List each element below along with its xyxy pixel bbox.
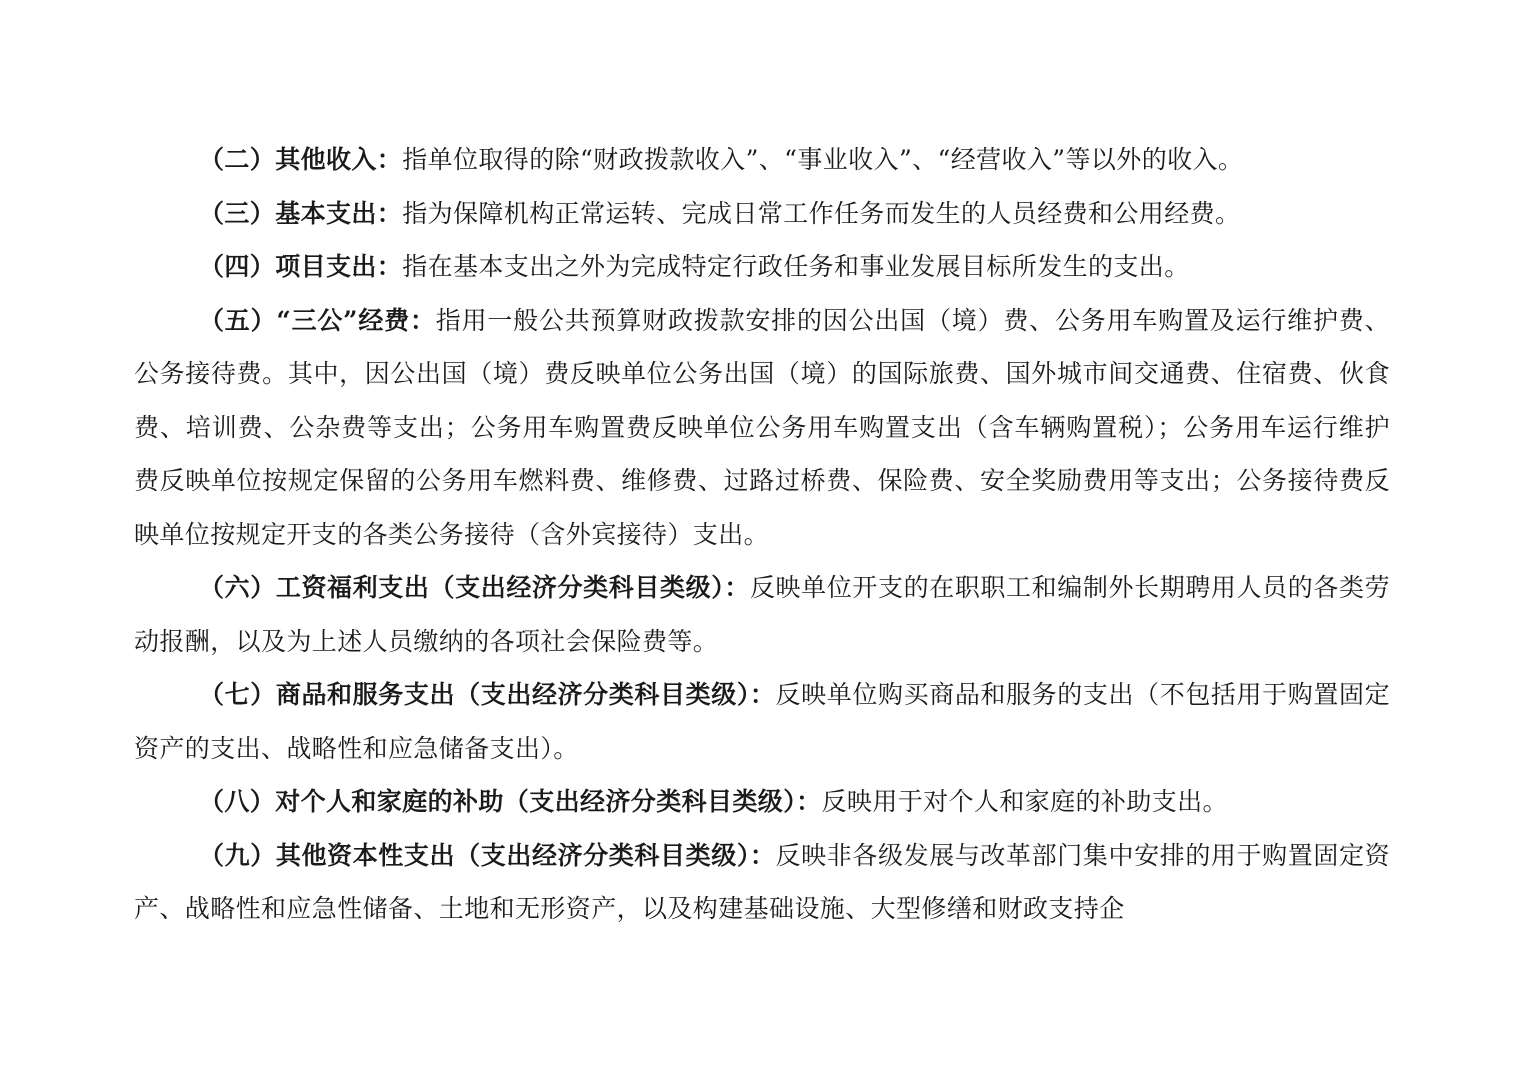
term-heading: （七）商品和服务支出（支出经济分类科目类级）：: [199, 680, 776, 709]
term-heading: （五）“三公”经费：: [199, 305, 436, 335]
term-definition: 指单位取得的除“财政拨款收入”、“事业收入”、“经营收入”等以外的收入。: [402, 145, 1244, 174]
paragraph-household-subsidy: [134, 775, 1390, 829]
term-heading: （四）项目支出：: [199, 252, 403, 281]
term-definition: 指用一般公共预算财政拨款安排的因公出国（境）费、公务用车购置及运行维护费、公务接待费。其中，因公出国（境）费反映单位公务出国（境）的国际旅费、国外城市间交通费、住宿费、伙食费、培训费、公杂费等支出；公务用车购置费反映单位公务用车购置支出（含车辆购置税）；公务用车运行维护费反映单位按规定保留的公务用车燃料费、维修费、过路过桥费、保险费、安全奖励费用等支出；公务接待费反映单位按规定开支的各类公务接待（含外宾接待）支出。: [134, 305, 1390, 549]
term-heading: （八）对个人和家庭的补助（支出经济分类科目类级）：: [199, 787, 822, 816]
paragraph-goods-services: [134, 668, 1390, 775]
document-body: [134, 133, 1390, 936]
term-heading: （二）其他收入：: [199, 145, 403, 174]
paragraph-other-capital: [134, 829, 1390, 936]
term-definition: 指为保障机构正常运转、完成日常工作任务而发生的人员经费和公用经费。: [402, 198, 1241, 228]
paragraph-basic-expenditure: [134, 187, 1390, 241]
term-heading: （三）基本支出：: [199, 198, 403, 228]
term-definition: 反映单位开支的在职职工和编制外长期聘用人员的各类劳动报酬，以及为上述人员缴纳的各项社会保险费等。: [134, 573, 1390, 656]
term-definition: 反映非各级发展与改革部门集中安排的用于购置固定资产、战略性和应急性储备、土地和无形资产，以及构建基础设施、大型修缮和财政支持企: [134, 840, 1390, 923]
term-heading: （六）工资福利支出（支出经济分类科目类级）：: [199, 573, 750, 602]
term-definition: 反映单位购买商品和服务的支出（不包括用于购置固定资产的支出、战略性和应急储备支出）。: [134, 680, 1390, 763]
term-definition: 反映用于对个人和家庭的补助支出。: [821, 787, 1228, 816]
paragraph-other-income: [134, 133, 1390, 187]
term-definition: 指在基本支出之外为完成特定行政任务和事业发展目标所发生的支出。: [402, 252, 1190, 281]
paragraph-project-expenditure: [134, 240, 1390, 294]
paragraph-three-public-expenses: [134, 294, 1390, 562]
term-heading: （九）其他资本性支出（支出经济分类科目类级）：: [199, 840, 776, 870]
paragraph-wage-welfare: [134, 561, 1390, 668]
